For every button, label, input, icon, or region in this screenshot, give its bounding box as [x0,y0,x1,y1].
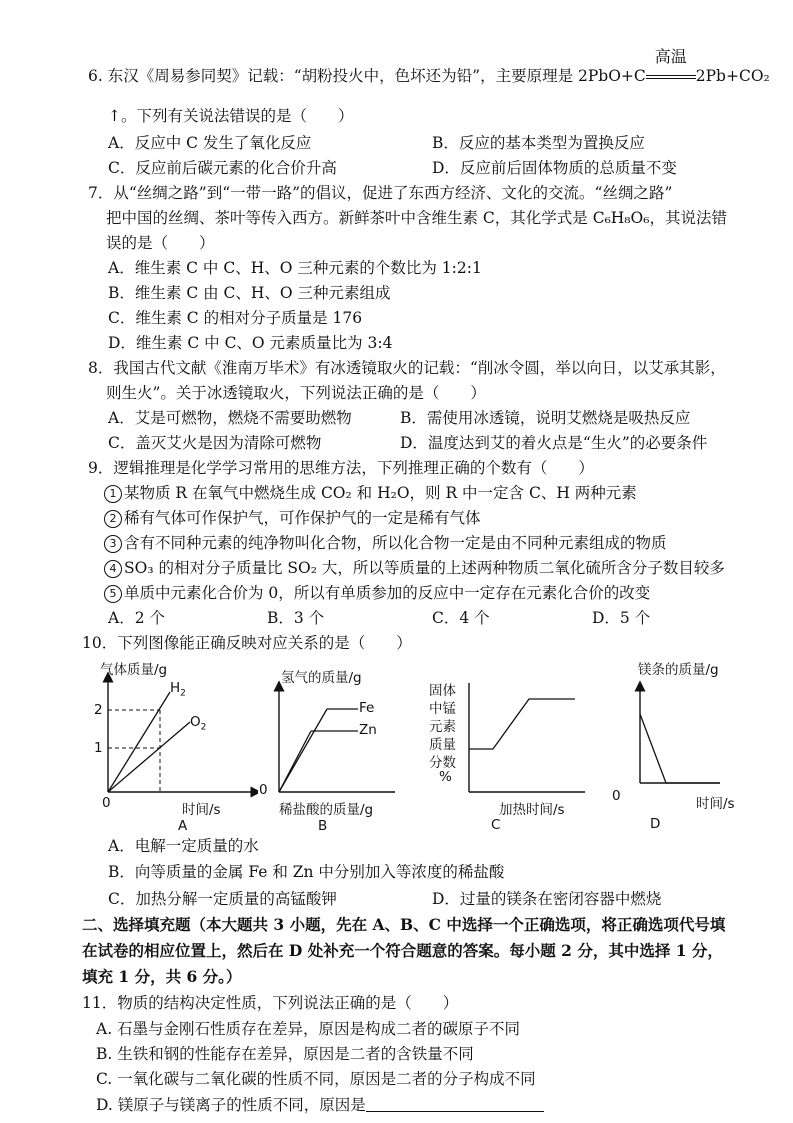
graph-b-fe-label: Fe [359,700,375,716]
q9-statement-3 [104,533,667,553]
q6-option-b: B．反应的基本类型为置换反应 [432,134,645,152]
q8-stem-line-1: 8．我国古代文献《淮南万毕术》有冰透镜取火的记载：“削冰令圆，举以向日，以艾承其影， [88,359,726,377]
graph-c-ylabel-3: 元素 [429,719,456,735]
q10-option-d: D．过量的镁条在密闭容器中燃烧 [432,890,662,908]
q8-stem-line-2: 则生火”。关于冰透镜取火，下列说法正确的是（ ） [106,384,486,402]
q9-statement-4 [104,558,725,578]
graph-d-ylabel: 镁条的质量/g [638,662,719,678]
graph-a-h2-label [170,680,186,699]
q11-option-d-text: D. 镁原子与镁离子的性质不同，原因是 [96,1096,366,1114]
graph-c-ylabel-4: 质量 [429,737,456,753]
q7-option-d: D．维生素 C 中 C、O 元素质量比为 3:4 [108,334,393,352]
graph-c-line [469,699,575,749]
o2-symbol: O [190,714,201,730]
graph-a-o2-line [108,722,190,792]
q7-option-c: C．维生素 C 的相对分子质量是 176 [108,309,363,327]
graph-c-ylabel-1: 固体 [429,683,456,699]
circled-number-1: 1 [104,485,122,503]
graph-c-xlabel: 加热时间/s [499,802,565,818]
q9-option-d: D．5 个 [592,609,651,627]
graph-d-caption: D [650,816,661,832]
q7-stem-line-3: 误的是（ ） [106,234,215,252]
q7-stem-line-1: 7．从“丝绸之路”到“一带一路”的倡议，促进了东西方经济、文化的交流。“丝绸之路” [88,184,673,202]
graph-d-xlabel: 时间/s [696,796,735,812]
q8-option-c: C．盖灭艾火是因为清除可燃物 [108,434,322,452]
graph-a [78,652,258,832]
q7-option-a: A．维生素 C 中 C、H、O 三种元素的个数比为 1:2:1 [108,259,482,277]
q8-option-d: D．温度达到艾的着火点是“生火”的必要条件 [400,434,708,452]
section-2-heading-line-3: 填充 1 分，共 6 分。） [82,967,242,986]
q6-option-c: C．反应前后碳元素的化合价升高 [108,159,337,177]
graph-b-ylabel: 氢气的质量/g [281,670,362,686]
o2-subscript: 2 [200,722,207,733]
graph-a-caption: A [178,818,188,834]
q6-line-1 [88,47,770,87]
graph-a-xlabel: 时间/s [182,802,221,818]
q9-statement-1 [104,483,637,503]
graph-d-canvas [600,652,770,832]
graph-a-ylabel: 气体质量/g [100,662,168,678]
h2-subscript: 2 [180,688,186,699]
graph-b [255,652,415,832]
graph-a-tick-1: 1 [94,740,103,756]
q11-option-a: A. 石墨与金刚石性质存在差异，原因是构成二者的碳原子不同 [96,1020,521,1038]
q7-stem-line-2: 把中国的丝绸、茶叶等传入西方。新鲜茶叶中含维生素 C，其化学式是 C₆H₈O₆，其说法错 [106,209,727,227]
q7-option-b: B．维生素 C 由 C、H、O 三种元素组成 [108,284,391,302]
graph-c [425,665,595,835]
q6-line-1-text: 6. 东汉《周易参同契》记载：“胡粉投火中，色坏还为铅”，主要原理是 2PbO+C [88,67,646,85]
q9-statement-text: SO₃ 的相对分子质量比 SO₂ 大，所以等质量的上述两种物质二氧化硫所含分子数目较多 [124,559,725,577]
q8-option-b: B．需使用冰透镜，说明艾燃烧是吸热反应 [400,409,691,427]
graph-a-origin: 0 [102,795,111,811]
graph-a-h2-line [108,692,170,792]
q6-products: 2Pb+CO₂ [695,67,770,85]
q10-option-b: B．向等质量的金属 Fe 和 Zn 中分别加入等浓度的稀盐酸 [108,863,505,881]
graph-d-origin: 0 [612,788,621,804]
circled-number-2: 2 [104,510,122,528]
graph-b-zn-line [279,731,311,792]
q9-stem: 9．逻辑推理是化学学习常用的思维方法，下列推理正确的个数有（ ） [88,459,594,477]
q10-stem: 10．下列图像能正确反映对应关系的是（ ） [82,634,412,652]
reaction-condition-arrow [646,47,696,87]
graph-c-ylabel-2: 中锰 [429,701,456,717]
q9-statement-5 [104,583,650,603]
q8-option-a: A．艾是可燃物，燃烧不需要助燃物 [108,409,352,427]
q10-option-c: C．加热分解一定质量的高锰酸钾 [108,890,337,908]
q9-option-c: C．4 个 [432,609,490,627]
q6-line-2: ↑。下列有关说法错误的是（ ） [108,107,354,125]
graph-a-o2-label [190,714,206,733]
circled-number-5: 5 [104,585,122,603]
q6-option-d: D．反应前后固体物质的总质量不变 [432,159,677,177]
graph-d-line [640,714,720,783]
q11-stem: 11．物质的结构决定性质，下列说法正确的是（ ） [82,994,459,1012]
section-2-heading-line-2: 在试卷的相应位置上，然后在 D 处补充一个符合题意的答案。每小题 2 分，其中选择 1 分， [82,941,723,960]
q9-statement-text: 单质中元素化合价为 0，所以有单质参加的反应中一定存在元素化合价的改变 [124,584,651,602]
q9-option-b: B．3 个 [267,609,325,627]
graph-c-ylabel-5: 分数 [429,755,456,771]
q9-statement-2 [104,508,481,528]
circled-number-4: 4 [104,560,122,578]
graph-b-caption: B [318,818,328,834]
q9-option-a: A．2 个 [108,609,165,627]
q9-statement-text: 含有不同种元素的纯净物叫化合物，所以化合物一定是由不同种元素组成的物质 [124,534,667,552]
q6-option-a: A．反应中 C 发生了氧化反应 [108,134,312,152]
q9-statement-text: 稀有气体可作保护气，可作保护气的一定是稀有气体 [124,509,481,527]
q9-statement-text: 某物质 R 在氧气中燃烧生成 CO₂ 和 H₂O，则 R 中一定含 C、H 两种元素 [124,484,637,502]
reaction-condition: 高温 [654,47,687,66]
graph-a-tick-2: 2 [94,702,103,718]
graph-b-xlabel: 稀盐酸的质量/g [279,802,374,818]
graph-d [600,652,770,832]
q10-option-a: A．电解一定质量的水 [108,837,259,855]
circled-number-3: 3 [104,535,122,553]
answer-blank[interactable] [366,1097,544,1112]
graph-c-ylabel-6: % [439,769,452,785]
h2-symbol: H [170,680,181,696]
graph-c-caption: C [491,817,501,833]
q11-option-d [96,1095,544,1115]
section-2-heading-line-1: 二、选择填充题（本大题共 3 小题，先在 A、B、C 中选择一个正确选项，将正确选项代号填 [82,915,726,934]
q11-option-b: B. 生铁和钢的性能存在差异，原因是二者的含铁量不同 [96,1045,474,1063]
graph-b-origin: 0 [259,782,268,798]
q11-option-c: C. 一氧化碳与二氧化碳的性质不同，原因是二者的分子构成不同 [96,1070,536,1088]
graph-b-zn-label: Zn [359,722,377,738]
